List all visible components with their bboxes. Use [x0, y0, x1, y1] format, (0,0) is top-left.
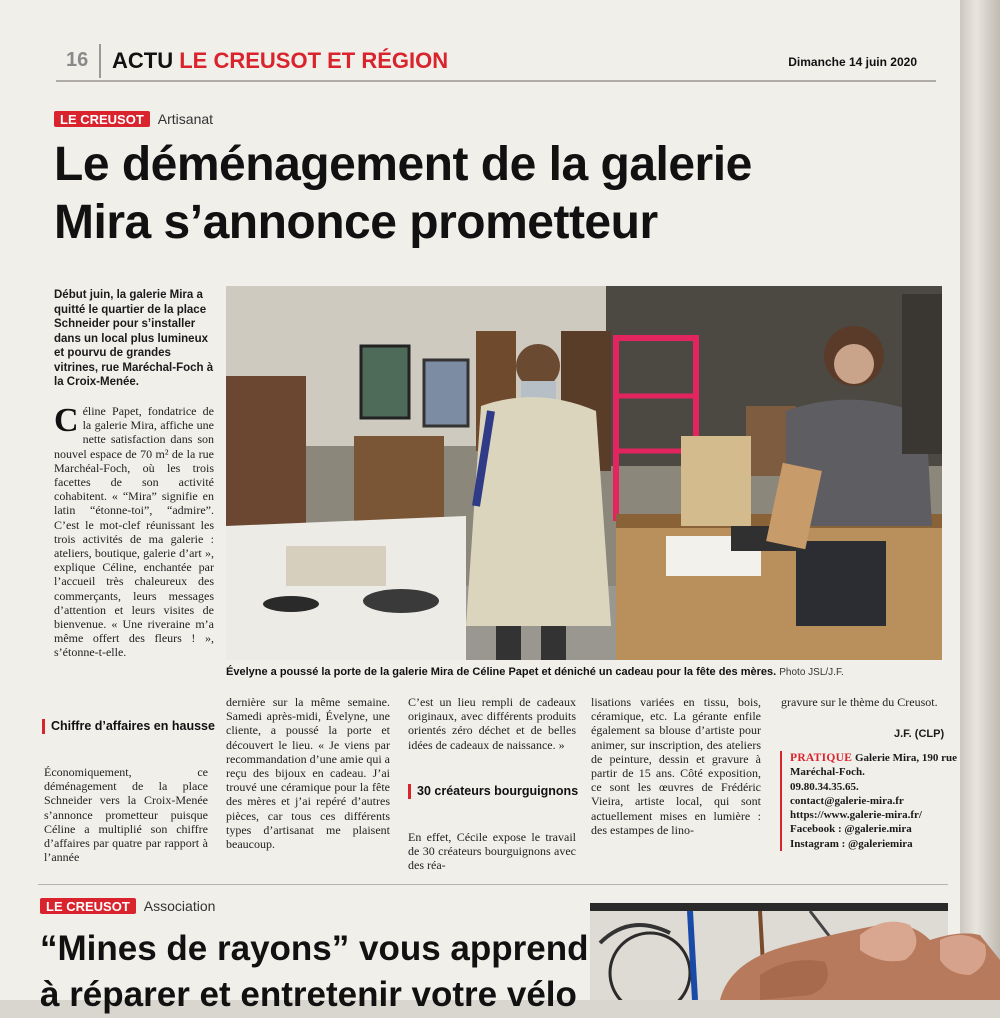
- photo-credit: Photo JSL/J.F.: [779, 667, 844, 678]
- practical-facebook: Facebook : @galerie.mira: [790, 823, 912, 836]
- headline-line-1: Le déménagement de la galerie: [54, 138, 752, 191]
- practical-info-box: [780, 751, 958, 851]
- column-3b-text: En effet, Cécile expose le travail de 30 créateurs bourguignons avec des réa-: [408, 830, 576, 873]
- section-title: [112, 48, 448, 74]
- article-headline: [54, 136, 934, 252]
- article-column-3b: [408, 830, 576, 873]
- author-signature: J.F. (CLP): [894, 728, 945, 740]
- article-column-2: [226, 695, 390, 851]
- category-label: Artisanat: [157, 111, 214, 127]
- article-column-5: [781, 695, 949, 709]
- article2-headline: [40, 926, 600, 1018]
- gallery-interior-illustration: [226, 286, 942, 660]
- practical-website: https://www.galerie-mira.fr/: [790, 809, 922, 822]
- bicycle-photo: [590, 903, 948, 1000]
- header-divider: [99, 44, 101, 78]
- column-3-text: C’est un lieu rempli de cadeaux originaux, avec différents produits orientés zéro déchet et de belles idées de cadeaux de naissance. »: [408, 695, 576, 752]
- subheading-creators: 30 créateurs bourguignons: [408, 784, 587, 799]
- section-prefix: ACTU: [112, 48, 174, 73]
- practical-phone: 09.80.34.35.65.: [790, 780, 859, 793]
- article2-kicker: [40, 898, 215, 916]
- article2-headline-line-1: “Mines de rayons” vous apprend: [40, 929, 589, 968]
- practical-label: PRATIQUE: [790, 752, 853, 764]
- issue-date: Dimanche 14 juin 2020: [788, 55, 917, 69]
- headline-line-2: Mira s’annonce prometteur: [54, 196, 658, 249]
- column-5-text: gravure sur le thème du Creusot.: [781, 695, 938, 709]
- article2-headline-line-2: à réparer et entretenir votre vélo: [40, 975, 577, 1014]
- article2-location-tag: LE CREUSOT: [40, 898, 136, 914]
- column-1-text: éline Papet, fondatrice de la galerie Mira, affiche une nette satisfaction dans son nouvel espace de 70 m² de la rue Marchéal-Foch, où les trois facettes de son activité cohabitent. « “Mira” signifie en latin “étonne-toi”, “admire”. C’est le mot-clef réunissant les trois activités de ma galerie : ateliers, boutique, galerie d’art », explique Céline, enchantée par l’accueil très chaleureux des commerçants, leurs messages d’attention et leurs visites de bienvenue. « Une riveraine m’a même offert des fleurs ! », s’étonne-t-elle.: [54, 404, 214, 660]
- section-name: LE CREUSOT ET RÉGION: [179, 48, 449, 73]
- article2-category: Association: [143, 898, 216, 914]
- page-edge: [960, 0, 1000, 1000]
- article-lead: Début juin, la galerie Mira a quitté le quartier de la place Schneider pour s’installer dans un local plus lumineux et pourvu de grandes vitrines, rue Maréchal-Foch à la Croix-Menée.: [54, 289, 214, 388]
- article-column-3: [408, 695, 576, 752]
- article-column-1b: [44, 765, 208, 864]
- article-kicker: [54, 111, 213, 129]
- caption-text: Évelyne a poussé la porte de la galerie Mira de Céline Papet et déniché un cadeau pour la fête des mères.: [226, 666, 777, 678]
- photo-caption: [226, 666, 946, 678]
- gallery-photo: [226, 286, 942, 660]
- subheading-revenue: Chiffre d’affaires en hausse: [42, 719, 221, 734]
- column-2-text: dernière sur la même semaine. Samedi après-midi, Évelyne, une cliente, a poussé la porte et découvert le lieu. « Je viens par recommandation d’une amie qui a reçu des bijoux en cadeau. J’ai trouvé une céramique pour la fête des mères et j’ai repéré d’autres pièces, car tous ces différents types d’artisanat me plaisent beaucoup.: [226, 695, 390, 852]
- article-divider: [38, 884, 948, 885]
- column-4-text: lisations variées en tissu, bois, céramique, etc. La gérante enfile également sa blouse d’artiste pour animer, sur inscription, des ateliers de peinture, dessin et gravure à partir de 15 ans. Côté exposition, ce sont les œuvres de Frédéric Vieira, artiste local, qui sont actuellement mises en lumière : des estampes de lino-: [591, 695, 761, 837]
- location-tag: LE CREUSOT: [54, 111, 150, 127]
- practical-email: contact@galerie-mira.fr: [790, 794, 904, 807]
- drop-cap: C: [54, 402, 79, 439]
- header-rule: [56, 80, 936, 82]
- practical-instagram: Instagram : @galeriemira: [790, 837, 913, 850]
- article-column-1: [54, 404, 214, 660]
- article-column-4: [591, 695, 761, 837]
- practical-address: Galerie Mira, 190 rue Maréchal-Foch.: [790, 752, 958, 779]
- column-1b-text: Économiquement, ce déménagement de la place Schneider vers la Croix-Menée s’annonce prometteur puisque Céline a multiplié son chiffre d’affaires par quatre par rapport à l’année: [44, 765, 208, 865]
- page-number: 16: [66, 49, 89, 71]
- bicycle-illustration: [590, 903, 948, 1000]
